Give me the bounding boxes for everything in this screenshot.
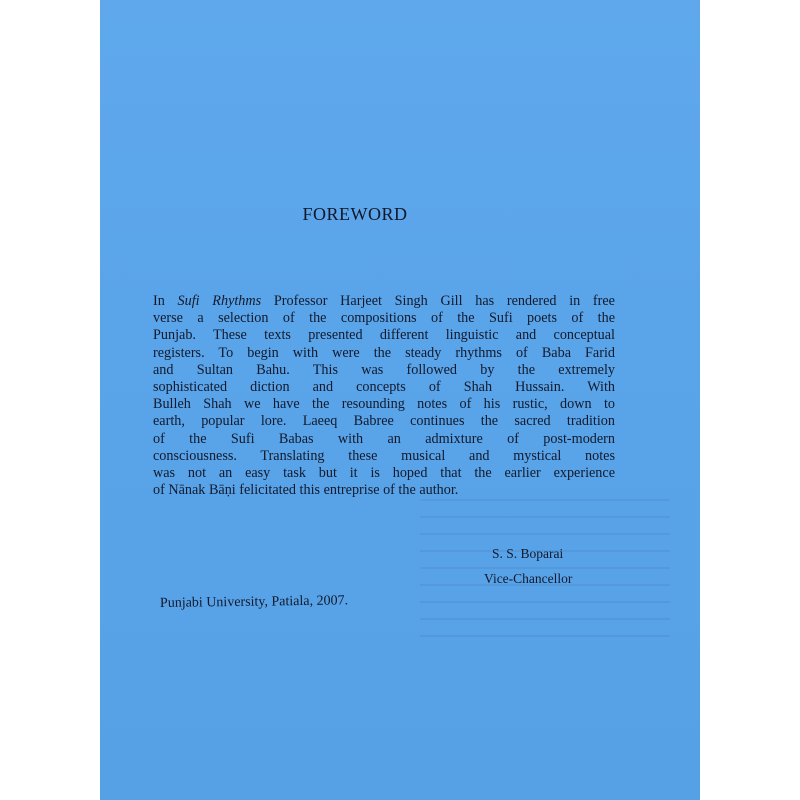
signature-name: S. S. Boparai — [492, 546, 564, 561]
body-line: of the Sufi Babas with an admixture of post-modern — [153, 430, 615, 447]
body-line: of Nānak Bāṇi felicitated this entreprise of the author. — [153, 482, 459, 499]
body-line: verse a selection of the compositions of the Sufi poets of the — [153, 310, 615, 327]
body-line: sophisticated diction and concepts of Shah Hussain. With — [153, 379, 615, 396]
body-line: registers. To begin with were the steady rhythms of Baba Farid — [153, 344, 615, 361]
body-line: was not an easy task but it is hoped that the earlier experience — [153, 465, 615, 482]
body-line: and Sultan Bahu. This was followed by the extremely — [153, 361, 615, 378]
document-page — [100, 0, 700, 800]
body-line: consciousness. Translating these musical and mystical notes — [153, 447, 615, 464]
body-line: Punjab. These texts presented different linguistic and conceptual — [153, 327, 615, 344]
body-line: earth, popular lore. Laeeq Babree continues the sacred tradition — [153, 413, 615, 430]
place-date: Punjabi University, Patiala, 2007. — [159, 593, 349, 611]
page-heading: FOREWORD — [302, 204, 408, 224]
body-line: In Sufi Rhythms Professor Harjeet Singh Gill has rendered in free — [153, 293, 615, 309]
signature-title: Vice-Chancellor — [484, 571, 573, 586]
foreword-body — [153, 293, 615, 499]
book-title: Sufi Rhythms — [177, 293, 262, 309]
page-show-through — [420, 490, 670, 640]
body-line: Bulleh Shah we have the resounding notes of his rustic, down to — [153, 396, 615, 413]
